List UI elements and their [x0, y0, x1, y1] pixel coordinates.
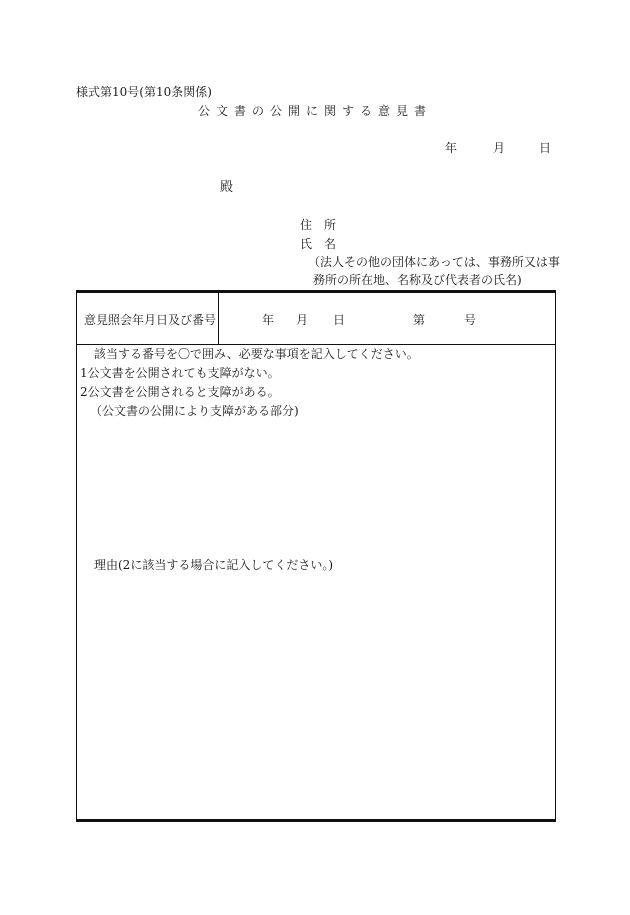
submitter-note-line2: 務所の所在地、名称及び代表者の氏名): [313, 273, 522, 287]
inquiry-month-label: 月: [296, 313, 309, 327]
obstruction-part-label: （公文書の公開により支障がある部分): [90, 404, 299, 418]
inquiry-date-number-label: 意見照会年月日及び番号: [84, 313, 217, 327]
date-month-label: 月: [493, 141, 506, 155]
inquiry-number-suffix: 号: [464, 313, 477, 327]
address-label: 住 所: [300, 218, 337, 232]
date-year-label: 年: [445, 141, 458, 155]
name-label: 氏 名: [300, 237, 337, 251]
inquiry-day-label: 日: [333, 313, 346, 327]
date-day-label: 日: [539, 141, 552, 155]
table-bottom-border: [76, 819, 556, 822]
option-1-text: 1公文書を公開されても支障がない。: [80, 366, 280, 380]
table-row-divider: [77, 344, 555, 345]
document-title: 公文書の公開に関する意見書: [197, 104, 432, 118]
addressee-honorific: 殿: [220, 180, 234, 195]
reason-label: 理由(2に該当する場合に記入してください。): [94, 558, 333, 572]
inquiry-number-prefix: 第: [413, 313, 426, 327]
instruction-text: 該当する番号を〇で囲み、必要な事項を記入してください。: [94, 347, 419, 361]
inquiry-year-label: 年: [262, 313, 275, 327]
submitter-note-line1: （法人その他の団体にあっては、事務所又は事: [308, 255, 560, 269]
table-top-border: [76, 290, 556, 293]
table-column-divider: [218, 292, 219, 344]
form-number: 様式第10号(第10条関係): [76, 85, 212, 99]
option-2-text: 2公文書を公開されると支障がある。: [80, 385, 280, 399]
